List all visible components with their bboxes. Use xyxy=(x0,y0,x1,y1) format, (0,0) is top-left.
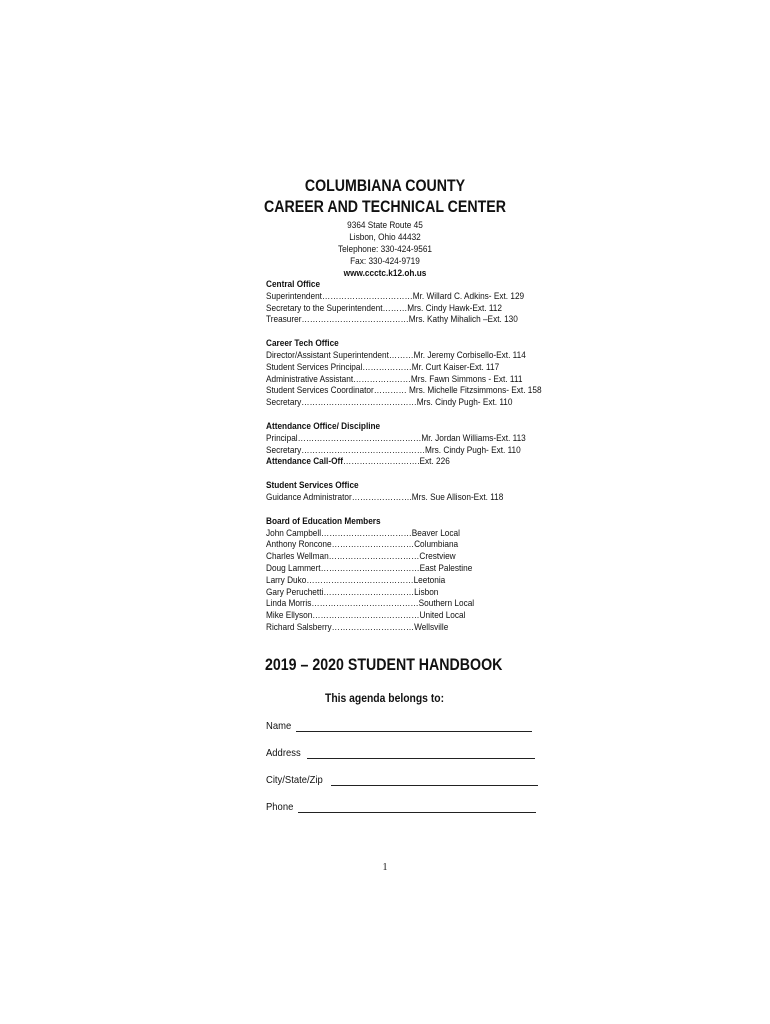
directory-line: Secretary………………………………………Mrs. Cindy Pugh- Ext. 110 xyxy=(266,443,521,455)
phone-field[interactable] xyxy=(266,801,536,813)
address-blank-line[interactable] xyxy=(307,748,535,759)
address-label: Address xyxy=(266,747,301,759)
phone-blank-line[interactable] xyxy=(298,802,536,813)
student-services-title: Student Services Office xyxy=(266,479,359,491)
fax: Fax: 330-424-9719 xyxy=(350,255,420,266)
board-member-line: Charles Wellman……………………………Crestview xyxy=(266,550,456,562)
board-members-title: Board of Education Members xyxy=(266,514,381,526)
staff-directory xyxy=(266,278,542,633)
phone-label: Phone xyxy=(266,801,294,813)
agenda-owner-heading: This agenda belongs to: xyxy=(325,693,445,705)
handbook-title: 2019 – 2020 STUDENT HANDBOOK xyxy=(265,656,503,674)
name-field[interactable] xyxy=(266,720,532,732)
career-tech-office-title: Career Tech Office xyxy=(266,337,339,349)
attendance-calloff-label: Attendance Call-Off xyxy=(266,455,344,467)
city-state-zip-blank-line[interactable] xyxy=(331,775,538,786)
telephone: Telephone: 330-424-9561 xyxy=(337,243,433,254)
website-link[interactable]: www.ccctc.k12.oh.us xyxy=(343,267,427,278)
board-member-line: Larry Duko…………………………………Leetonia xyxy=(266,573,446,585)
directory-line: Treasurer…………………………………Mrs. Kathy Mihalich –Ext. 130 xyxy=(266,313,518,325)
directory-line: Administrative Assistant…………………Mrs. Fawn Simmons - Ext. 111 xyxy=(266,372,523,384)
city-state-zip-field[interactable] xyxy=(266,774,538,786)
address-street: 9364 State Route 45 xyxy=(347,219,423,230)
page-number: 1 xyxy=(382,862,388,873)
directory-line: Principal………………………………………Mr. Jordan Williams-Ext. 113 xyxy=(266,431,526,443)
directory-line: Director/Assistant Superintendent………Mr. Jeremy Corbisello-Ext. 114 xyxy=(266,348,526,360)
name-label: Name xyxy=(266,720,292,732)
school-title-line2: CAREER AND TECHNICAL CENTER xyxy=(263,198,507,216)
board-member-line: Linda Morris…………………………………Southern Local xyxy=(266,597,475,609)
attendance-calloff-line xyxy=(266,455,530,467)
directory-line: Student Services Principal………………Mr. Curt Kaiser-Ext. 117 xyxy=(266,360,500,372)
board-member-line: Anthony Roncone…………………………Columbiana xyxy=(266,538,459,550)
directory-line: Guidance Administrator………………….Mrs. Sue Allison-Ext. 118 xyxy=(266,490,504,502)
board-member-line: Gary Peruchetti……………………………Lisbon xyxy=(266,585,439,597)
attendance-office-title: Attendance Office/ Discipline xyxy=(266,419,381,431)
board-member-line: Doug Lammert………………………………East Palestine xyxy=(266,561,473,573)
directory-line: Student Services Coordinator………… Mrs. Michelle Fitzsimmons- Ext. 158 xyxy=(266,384,542,396)
board-member-line: John Campbell……………………………Beaver Local xyxy=(266,526,460,538)
board-member-line: Richard Salsberry…………………………Wellsville xyxy=(266,620,449,632)
directory-line: Secretary to the Superintendent………Mrs. Cindy Hawk-Ext. 112 xyxy=(266,301,502,313)
attendance-calloff-value: ……………………….Ext. 226 xyxy=(343,455,450,467)
name-blank-line[interactable] xyxy=(296,721,532,732)
board-member-line: Mike Ellyson…………………………………United Local xyxy=(266,609,466,621)
central-office-title: Central Office xyxy=(266,278,321,289)
address-field[interactable] xyxy=(266,747,535,759)
school-address-block xyxy=(46,219,724,279)
directory-line: Secretary……………………………………Mrs. Cindy Pugh- Ext. 110 xyxy=(266,396,513,408)
directory-line: Superintendent……………………………Mr. Willard C. Adkins- Ext. 129 xyxy=(266,289,525,301)
city-state-zip-label: City/State/Zip xyxy=(266,774,323,786)
school-title-line1: COLUMBIANA COUNTY xyxy=(304,177,466,195)
address-city: Lisbon, Ohio 44432 xyxy=(349,231,421,242)
